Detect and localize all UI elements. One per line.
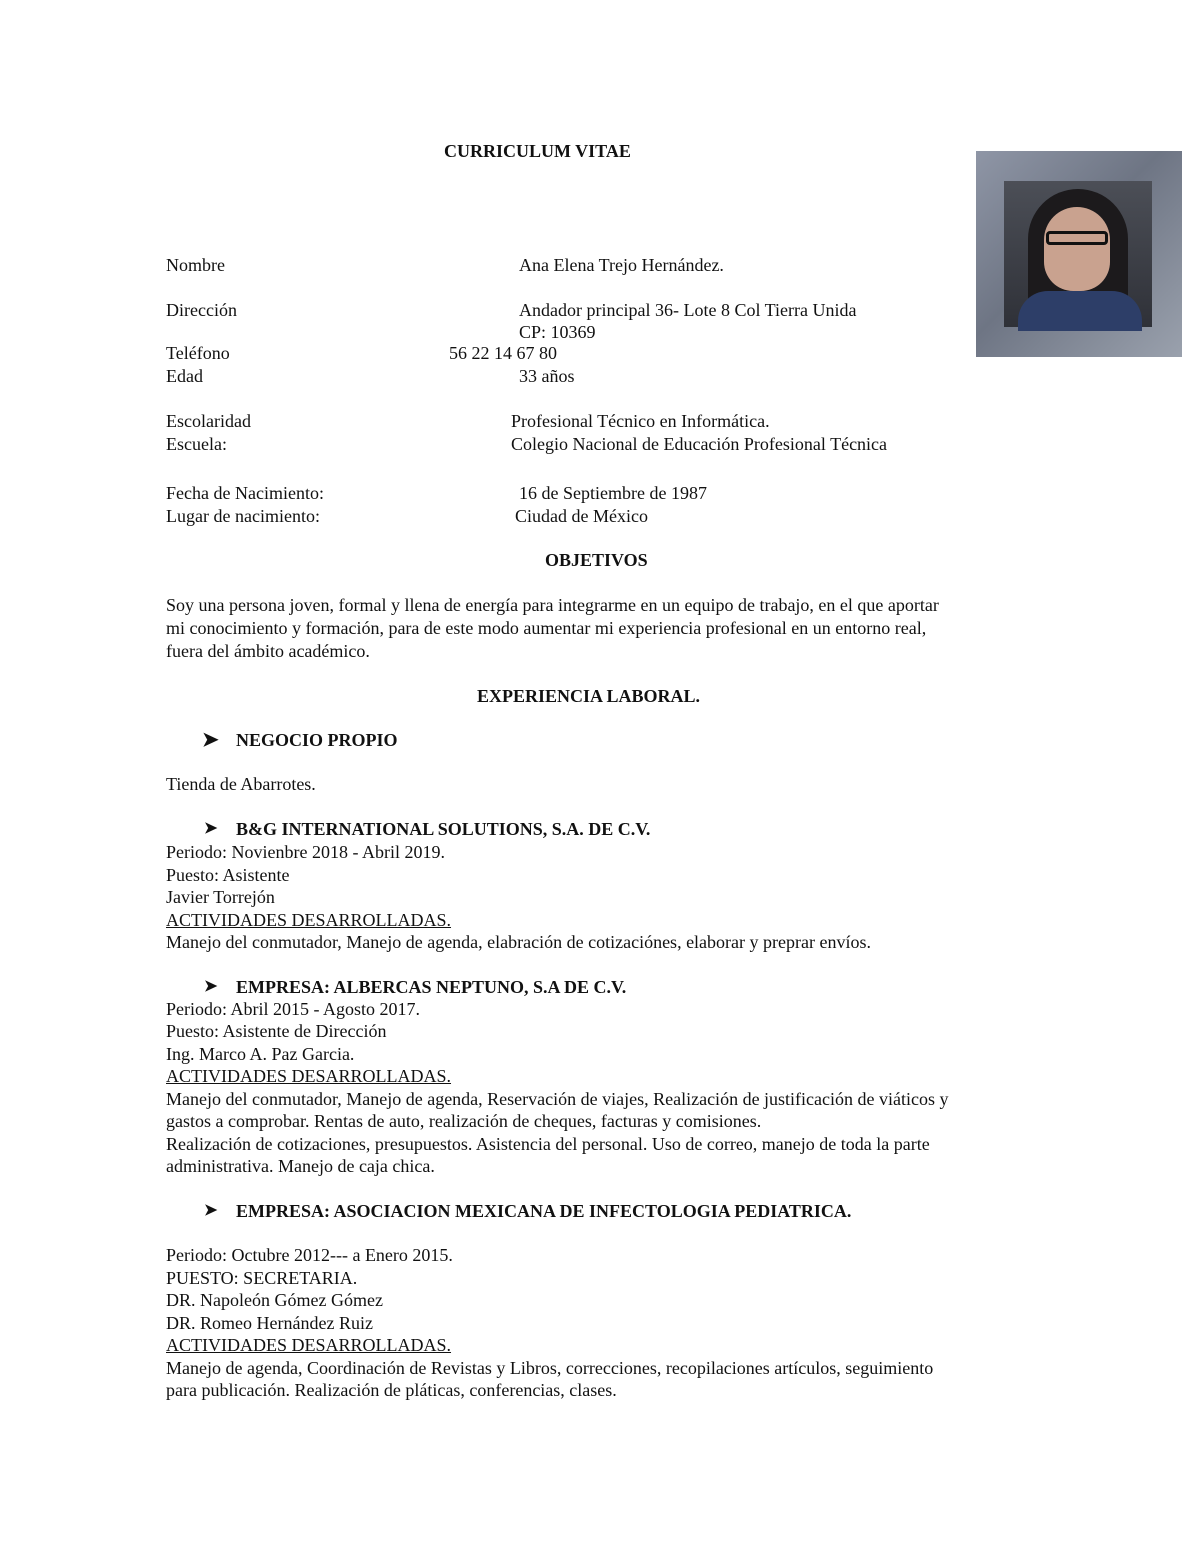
job-line: Periodo: Abril 2015 - Agosto 2017.	[166, 999, 421, 1019]
objetivos-line: Soy una persona joven, formal y llena de energía para integrarme en un equipo de trabajo, en el que aportar	[166, 595, 939, 615]
job-company: EMPRESA: ALBERCAS NEPTUNO, S.A DE C.V.	[236, 977, 627, 997]
activities-label: ACTIVIDADES DESARROLLADAS.	[166, 910, 452, 930]
activity-line: Manejo del conmutador, Manejo de agenda, elabración de cotizaciónes, elaborar y preprar envíos.	[166, 932, 871, 952]
job-line: DR. Napoleón Gómez Gómez	[166, 1290, 383, 1310]
job-line: Tienda de Abarrotes.	[166, 774, 316, 794]
escuela-value: Colegio Nacional de Educación Profesional Técnica	[511, 434, 888, 454]
activities-label: ACTIVIDADES DESARROLLADAS.	[166, 1335, 452, 1355]
edad-label: Edad	[166, 366, 203, 386]
job-line: Puesto: Asistente	[166, 865, 290, 885]
fecha-nacimiento-value: 16 de Septiembre de 1987	[519, 483, 707, 503]
job-company: NEGOCIO PROPIO	[236, 730, 398, 750]
activities-label: ACTIVIDADES DESARROLLADAS.	[166, 1066, 452, 1086]
nombre-label: Nombre	[166, 255, 225, 275]
nombre-value: Ana Elena Trejo Hernández.	[519, 255, 724, 275]
lugar-nacimiento-value: Ciudad de México	[515, 506, 648, 526]
direccion-label: Dirección	[166, 300, 237, 320]
direccion-value: Andador principal 36- Lote 8 Col Tierra Unida	[519, 300, 857, 320]
chevron-right-icon: ➤	[202, 729, 219, 751]
activity-line: Manejo del conmutador, Manejo de agenda, Reservación de viajes, Realización de justificación de viáticos y	[166, 1089, 949, 1109]
experiencia-heading: EXPERIENCIA LABORAL.	[477, 686, 701, 706]
fecha-nacimiento-label: Fecha de Nacimiento:	[166, 483, 324, 503]
job-company: EMPRESA: ASOCIACION MEXICANA DE INFECTOLOGIA PEDIATRICA.	[236, 1201, 852, 1221]
activity-line: Realización de cotizaciones, presupuestos. Asistencia del personal. Uso de correo, manejo de toda la parte	[166, 1134, 930, 1154]
job-company: B&G INTERNATIONAL SOLUTIONS, S.A. DE C.V.	[236, 819, 651, 839]
chevron-right-icon: ➤	[204, 1202, 218, 1219]
objetivos-line: mi conocimiento y formación, para de este modo aumentar mi experiencia profesional en un entorno real,	[166, 618, 927, 638]
job-line: Periodo: Octubre 2012--- a Enero 2015.	[166, 1245, 453, 1265]
chevron-right-icon: ➤	[204, 820, 218, 837]
job-line: DR. Romeo Hernández Ruiz	[166, 1313, 373, 1333]
job-line: PUESTO: SECRETARIA.	[166, 1268, 358, 1288]
job-line: Ing. Marco A. Paz Garcia.	[166, 1044, 355, 1064]
activity-line: para publicación. Realización de pláticas, conferencias, clases.	[166, 1380, 617, 1400]
escuela-label: Escuela:	[166, 434, 227, 454]
page-title: CURRICULUM VITAE	[444, 141, 631, 161]
lugar-nacimiento-label: Lugar de nacimiento:	[166, 506, 320, 526]
job-line: Periodo: Novienbre 2018 - Abril 2019.	[166, 842, 445, 862]
job-line: Javier Torrejón	[166, 887, 275, 907]
telefono-label: Teléfono	[166, 343, 230, 363]
direccion-cp: CP: 10369	[519, 322, 596, 342]
objetivos-heading: OBJETIVOS	[545, 550, 648, 570]
escolaridad-value: Profesional Técnico en Informática.	[511, 411, 770, 431]
escolaridad-label: Escolaridad	[166, 411, 251, 431]
objetivos-line: fuera del ámbito académico.	[166, 641, 370, 661]
activity-line: Manejo de agenda, Coordinación de Revistas y Libros, correcciones, recopilaciones artículos, seguimiento	[166, 1358, 934, 1378]
activity-line: gastos a comprobar. Rentas de auto, realización de cheques, facturas y comisiones.	[166, 1111, 762, 1131]
job-line: Puesto: Asistente de Dirección	[166, 1021, 387, 1041]
telefono-value: 56 22 14 67 80	[449, 343, 557, 363]
edad-value: 33 años	[519, 366, 575, 386]
profile-photo	[976, 151, 1182, 357]
chevron-right-icon: ➤	[204, 978, 218, 995]
activity-line: administrativa. Manejo de caja chica.	[166, 1156, 435, 1176]
